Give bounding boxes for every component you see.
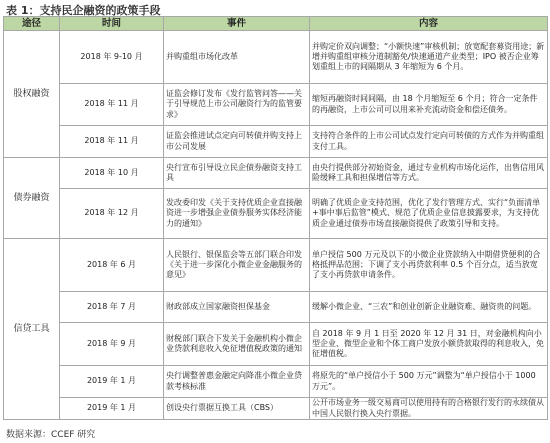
header-row bbox=[4, 17, 548, 31]
row-content: 并购定价双向调整；“小额快速”审核机制；放宽配套募资用途；新增并购重组审核分道制豁免/快速通道产业类型；IPO 被否企业筹划重组上市的间隔期从 3 年缩短为 6 个月。 bbox=[310, 31, 548, 84]
row-event: 财税部门联合下发关于金融机构小微企业贷款利息收入免征增值税政策的通知 bbox=[164, 323, 310, 366]
row-time: 2018 年 11 月 bbox=[60, 84, 164, 126]
row-event: 人民银行、银保监会等五部门联合印发《关于进一步深化小微企业金融服务的意见》 bbox=[164, 239, 310, 292]
row-content: 由央行提供部分初始资金，通过专业机构市场化运作，出售信用风险缓释工具和担保增信等方式。 bbox=[310, 158, 548, 189]
row-content: 单户授信 500 万元及以下的小微企业贷款纳入中期借贷便利的合格抵押品范围；下调了支小再贷款利率 0.5 个百分点，适当放宽了支小再贷款申请条件。 bbox=[310, 239, 548, 292]
category-credit: 信贷工具 bbox=[4, 239, 60, 420]
row-time: 2018 年 10 月 bbox=[60, 158, 164, 189]
table-title: 表 1：支持民企融资的政策手段 bbox=[6, 4, 161, 17]
header-time: 时间 bbox=[60, 17, 164, 31]
table-row bbox=[4, 158, 548, 189]
row-event: 创设央行票据互换工具（CBS） bbox=[164, 398, 310, 420]
table-row bbox=[4, 398, 548, 420]
table-row bbox=[4, 189, 548, 239]
header-content: 内容 bbox=[310, 17, 548, 31]
table-row bbox=[4, 84, 548, 126]
row-content: 支持符合条件的上市公司试点发行定向可转债的方式作为并购重组支付工具。 bbox=[310, 126, 548, 158]
source-note: 数据来源：CCEF 研究 bbox=[6, 430, 96, 440]
row-content: 将原先的“单户授信小于 500 万元”调整为“单户授信小于 1000 万元”。 bbox=[310, 366, 548, 398]
header-event: 事件 bbox=[164, 17, 310, 31]
row-time: 2018 年 12 月 bbox=[60, 189, 164, 239]
row-event: 发改委印发《关于支持优质企业直接融资进一步增强企业债券服务实体经济能力的通知》 bbox=[164, 189, 310, 239]
row-event: 央行调整普惠金融定向降准小微企业贷款考核标准 bbox=[164, 366, 310, 398]
policy-table bbox=[3, 16, 548, 420]
row-content: 缩短再融资时间间隔，由 18 个月缩短至 6 个月；符合一定条件的再融资，上市公司可以用来补充流动资金和偿还债务。 bbox=[310, 84, 548, 126]
row-time: 2018 年 9 月 bbox=[60, 323, 164, 366]
table-row bbox=[4, 292, 548, 323]
row-time: 2018 年 6 月 bbox=[60, 239, 164, 292]
table-row bbox=[4, 126, 548, 158]
category-equity: 股权融资 bbox=[4, 31, 60, 158]
table-row bbox=[4, 31, 548, 84]
row-time: 2019 年 1 月 bbox=[60, 366, 164, 398]
row-content: 公开市场业务一级交易商可以使用持有的合格银行发行的永续债从中国人民银行换入央行票据。 bbox=[310, 398, 548, 420]
row-event: 并购重组市场化改革 bbox=[164, 31, 310, 84]
header-category: 途径 bbox=[4, 17, 60, 31]
row-event: 财政部成立国家融资担保基金 bbox=[164, 292, 310, 323]
row-time: 2018 年 9-10 月 bbox=[60, 31, 164, 84]
table-row bbox=[4, 323, 548, 366]
category-bond: 债券融资 bbox=[4, 158, 60, 239]
row-content: 明确了优质企业支持范围，优化了发行管理方式、实行“负面清单+事中事后监管”模式、规范了优质企业信息披露要求，为支持优质企业通过债券市场直接融资提供了政策引导和支持。 bbox=[310, 189, 548, 239]
row-content: 缓解小微企业、“三农”和创业创新企业融资难、融资贵的问题。 bbox=[310, 292, 548, 323]
row-time: 2018 年 7 月 bbox=[60, 292, 164, 323]
table-row bbox=[4, 366, 548, 398]
table-row bbox=[4, 239, 548, 292]
row-event: 证监会修订发布《发行监管问答——关于引导规范上市公司融资行为的监管要求》 bbox=[164, 84, 310, 126]
row-event: 证监会推进试点定向可转债并购支持上市公司发展 bbox=[164, 126, 310, 158]
row-time: 2018 年 11 月 bbox=[60, 126, 164, 158]
row-time: 2019 年 1 月 bbox=[60, 398, 164, 420]
row-event: 央行宣布引导设立民企债券融资支持工具 bbox=[164, 158, 310, 189]
row-content: 自 2018 年 9 月 1 日至 2020 年 12 月 31 日，对金融机构向小型企业、微型企业和个体工商户发放小额贷款取得的利息收入，免征增值税。 bbox=[310, 323, 548, 366]
